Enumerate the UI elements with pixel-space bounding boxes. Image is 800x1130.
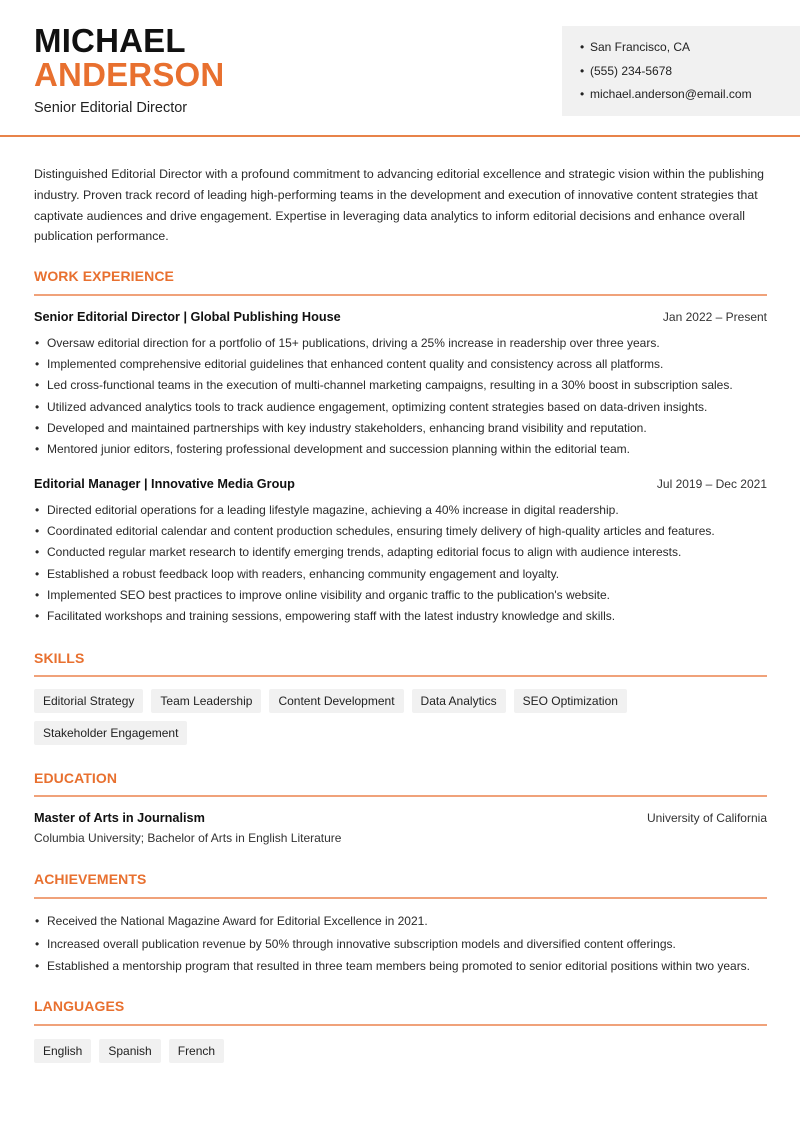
contact-location: • San Francisco, CA (580, 39, 800, 63)
section-title-achievements: ACHIEVEMENTS (34, 871, 147, 887)
list-item: • Developed and maintained partnerships with key industry stakeholders, enhancing brand visibility and reputation. (34, 420, 774, 441)
job-header (34, 477, 767, 491)
list-item: • Established a robust feedback loop with readers, enhancing community engagement and loyalty. (34, 566, 774, 587)
list-item: • Facilitated workshops and training sessions, empowering staff with the latest industry knowledge and skills. (34, 608, 774, 629)
job-role: Editorial Manager | Innovative Media Group (34, 477, 295, 491)
job-role: Senior Editorial Director | Global Publishing House (34, 310, 341, 324)
skill-tag: Team Leadership (151, 689, 261, 713)
contact-email: • michael.anderson@email.com (580, 86, 800, 110)
contact-phone: • (555) 234-5678 (580, 63, 800, 87)
job-bullets (34, 335, 774, 462)
section-title-work-experience: WORK EXPERIENCE (34, 268, 174, 284)
job-dates: Jul 2019 – Dec 2021 (656, 477, 767, 491)
section-title-languages: LANGUAGES (34, 998, 125, 1014)
education-school: University of California (646, 811, 767, 825)
section-divider (34, 294, 767, 296)
list-item: • Oversaw editorial direction for a portfolio of 15+ publications, driving a 25% increase in readership over three years. (34, 335, 774, 356)
list-item: • Conducted regular market research to identify emerging trends, adapting editorial focus to align with audience interests. (34, 544, 774, 565)
education-degree: Master of Arts in Journalism (34, 811, 205, 825)
achievements-list (34, 913, 774, 981)
skill-tag: SEO Optimization (514, 689, 627, 713)
last-name: ANDERSON (34, 56, 225, 93)
list-item: • Utilized advanced analytics tools to track audience engagement, optimizing content strategies based on data-driven insights. (34, 399, 774, 420)
languages-list (34, 1039, 774, 1063)
language-tag: French (169, 1039, 224, 1063)
list-item: • Coordinated editorial calendar and content production schedules, ensuring timely delivery of high-quality articles and features. (34, 523, 774, 544)
education-detail: Columbia University; Bachelor of Arts in English Literature (34, 831, 342, 845)
skill-tag: Editorial Strategy (34, 689, 143, 713)
job-bullets (34, 502, 774, 629)
list-item: • Led cross-functional teams in the execution of multi-channel marketing campaigns, resulting in a 30% boost in subscription sales. (34, 377, 774, 398)
list-item: • Increased overall publication revenue by 50% through innovative subscription models and diversified content offerings. (34, 936, 774, 959)
candidate-name (34, 24, 224, 92)
first-name: MICHAEL (34, 22, 186, 59)
section-title-education: EDUCATION (34, 770, 118, 786)
section-divider (34, 675, 767, 677)
section-divider (34, 795, 767, 797)
profile-summary: Distinguished Editorial Director with a profound commitment to advancing editorial excellence and strategic vision within the publishing industry. Proven track record of leading high-performing teams in the development and execution of innovative content strategies that captivate audiences and drive engagement. Expertise in leveraging data analytics to inform editorial decisions and enhance overall publication performance. (34, 167, 764, 244)
skill-tag: Stakeholder Engagement (34, 721, 187, 745)
list-item: • Implemented comprehensive editorial guidelines that enhanced content quality and consistency across all platforms. (34, 356, 774, 377)
contact-panel (562, 26, 800, 116)
language-tag: English (34, 1039, 91, 1063)
section-divider (34, 1024, 767, 1026)
section-divider (34, 897, 767, 899)
language-tag: Spanish (99, 1039, 160, 1063)
job-title: Senior Editorial Director (34, 100, 188, 116)
list-item: • Directed editorial operations for a leading lifestyle magazine, achieving a 40% increase in digital readership. (34, 502, 774, 523)
list-item: • Received the National Magazine Award for Editorial Excellence in 2021. (34, 913, 774, 936)
list-item: • Mentored junior editors, fostering professional development and succession planning within the editorial team. (34, 441, 774, 462)
section-title-skills: SKILLS (34, 650, 85, 666)
list-item: • Established a mentorship program that resulted in three team members being promoted to senior editorial positions within two years. (34, 958, 774, 981)
skills-list (34, 689, 774, 745)
skill-tag: Data Analytics (412, 689, 506, 713)
resume-header (0, 0, 800, 137)
skill-tag: Content Development (269, 689, 403, 713)
list-item: • Implemented SEO best practices to improve online visibility and organic traffic to the publication's website. (34, 587, 774, 608)
job-header (34, 310, 767, 324)
job-dates: Jan 2022 – Present (662, 310, 767, 324)
